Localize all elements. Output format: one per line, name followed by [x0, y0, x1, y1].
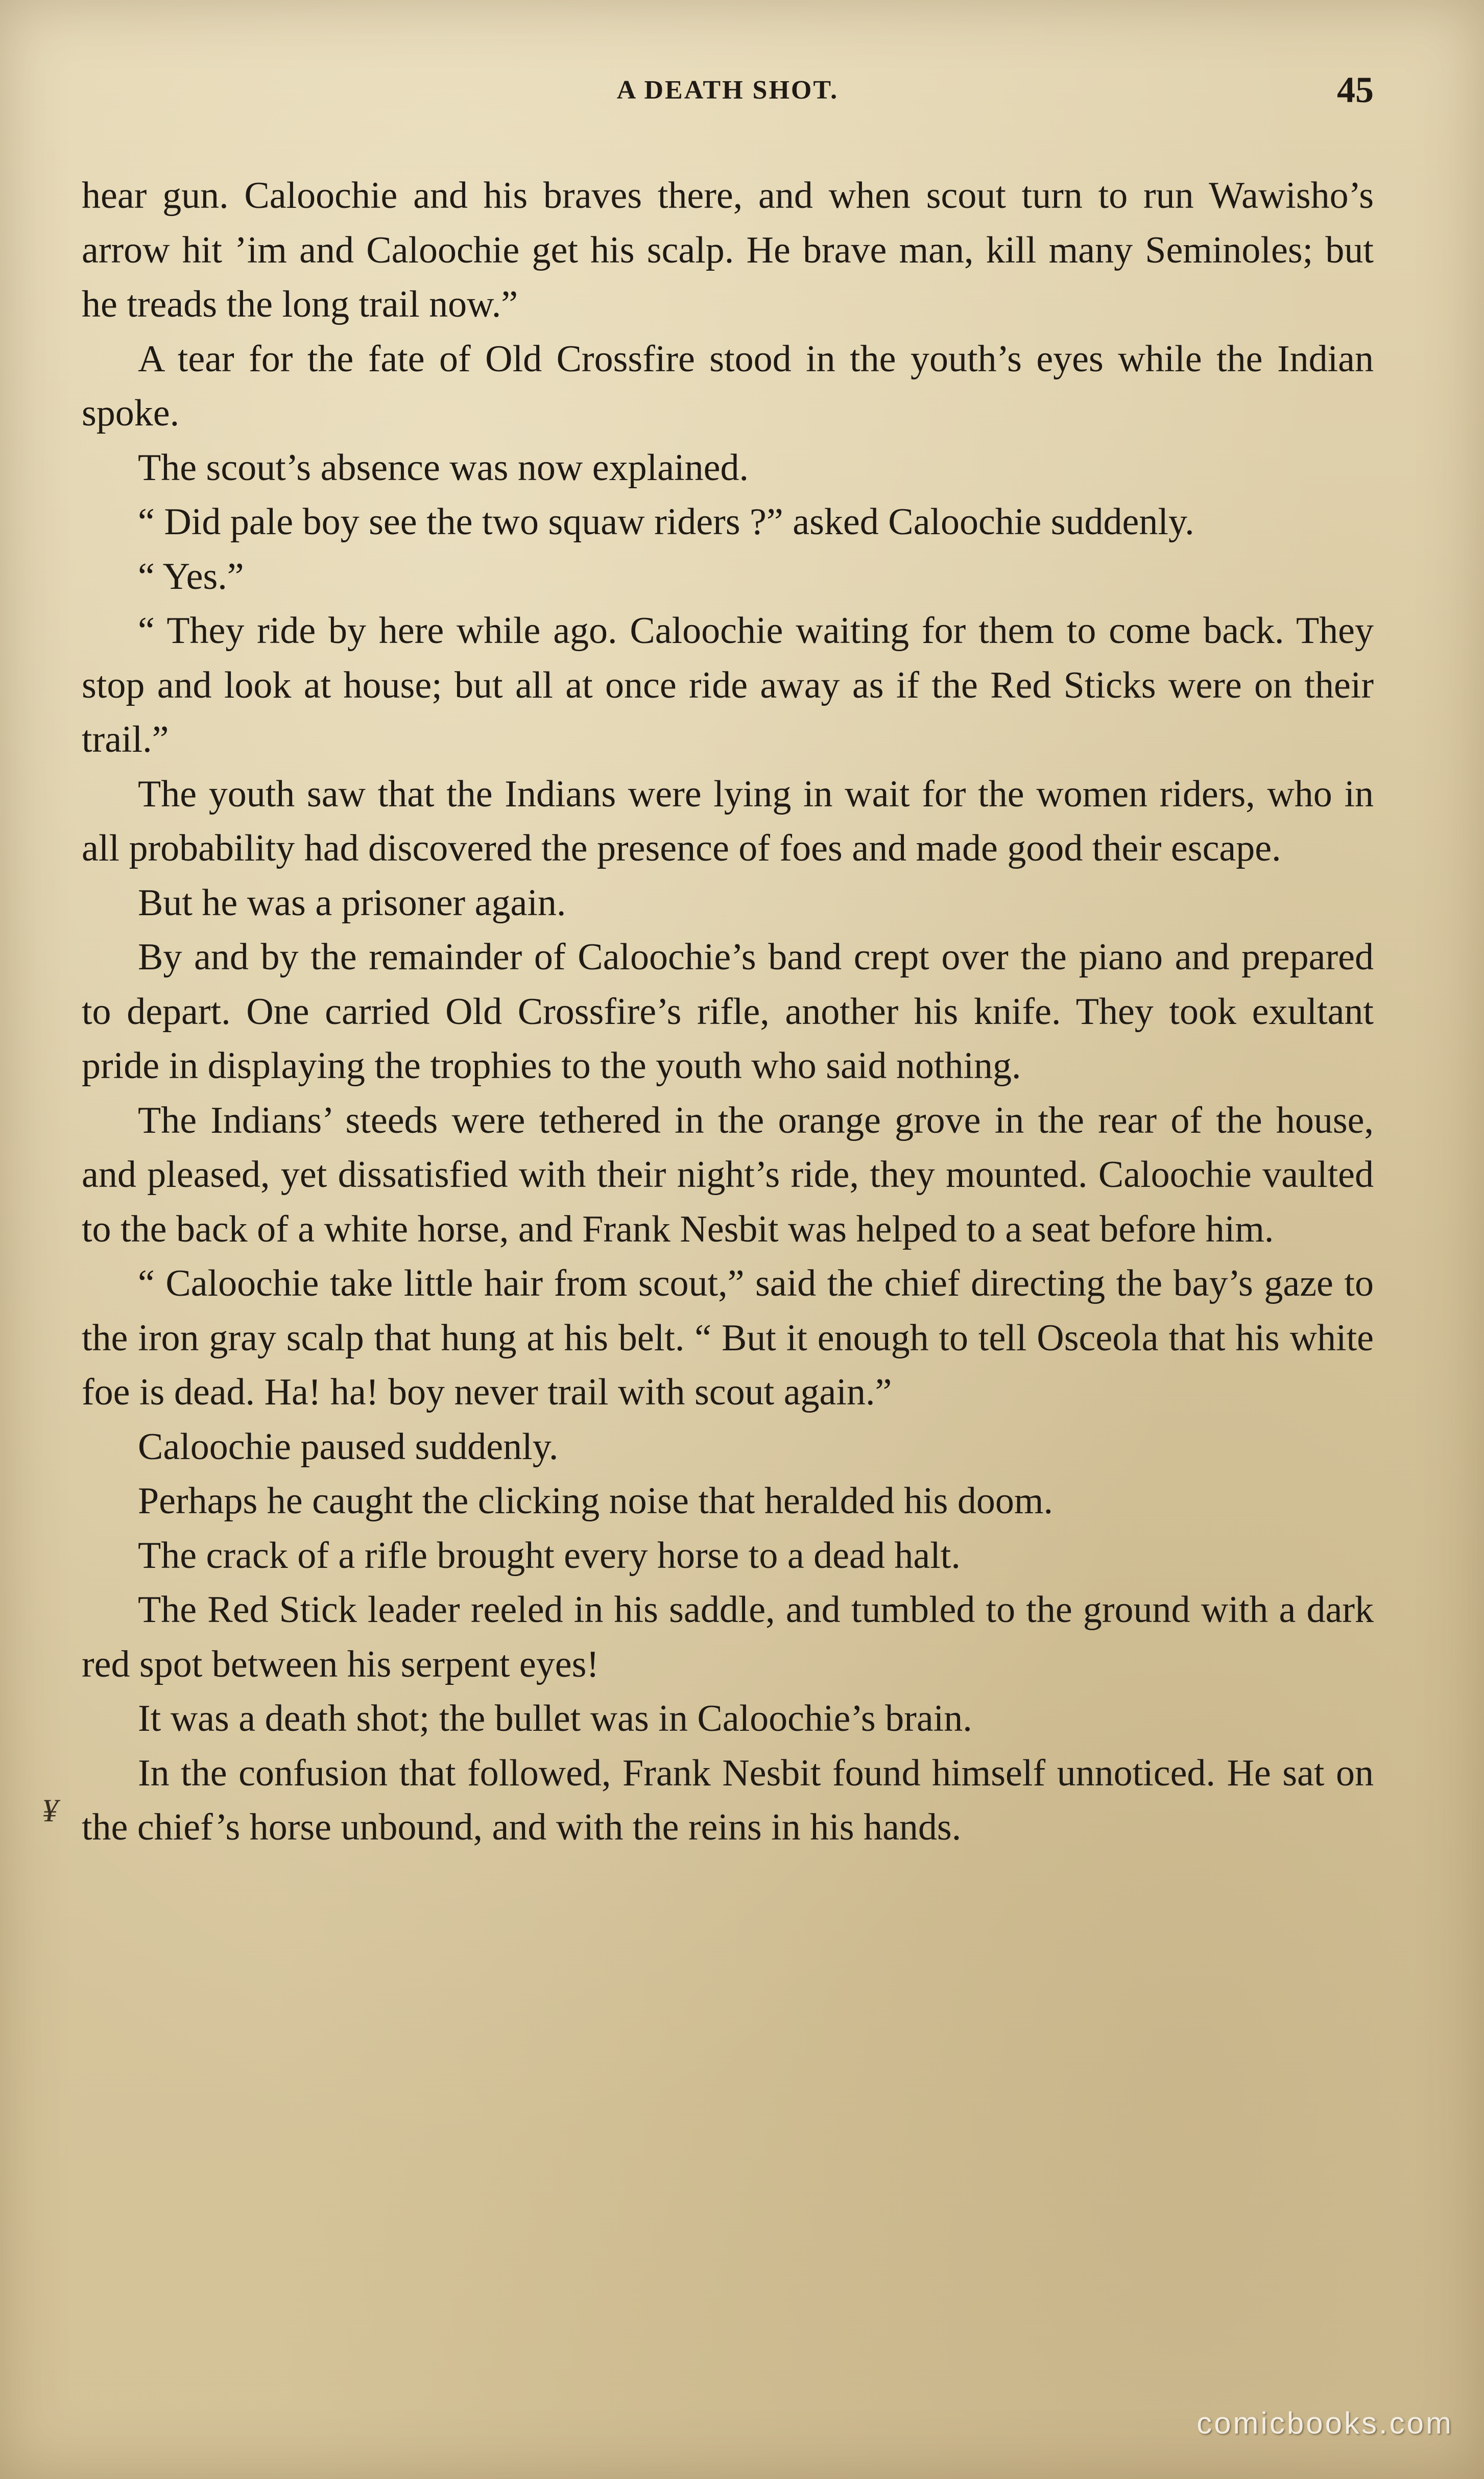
paragraph: “ Caloochie take little hair from scout,” said the chief directing the bay’s gaze to the iron gray scalp that hung at his belt. “ But it enough to tell Osceola that his white foe is dead. Ha! ha! boy never trail with scout again.”	[82, 1262, 1374, 1413]
paragraph: “ They ride by here while ago. Caloochie waiting for them to come back. They stop and look at house; but all at once ride away as if the Red Sticks were on their trail.”	[82, 610, 1374, 760]
paragraph: The crack of a rifle brought every horse to a dead halt.	[138, 1534, 961, 1577]
margin-mark: ¥	[42, 1792, 58, 1828]
running-title: A DEATH SHOT.	[616, 76, 839, 105]
body-text	[82, 169, 1374, 1855]
paragraph: A tear for the fate of Old Crossfire stood in the youth’s eyes while the Indian spoke.	[82, 338, 1374, 434]
paragraph: The Indians’ steeds were tethered in the orange grove in the rear of the house, and pleased, yet dissatisfied with their night’s ride, they mounted. Caloochie vaulted to the back of a white horse, and Frank Nesbit was helped to a seat before him.	[82, 1099, 1374, 1250]
paragraph: By and by the remainder of Caloochie’s band crept over the piano and prepared to depart. One carried Old Crossfire’s rifle, another his knife. They took exultant pride in displaying the trophies to the youth who said nothing.	[82, 936, 1374, 1087]
watermark: comicbooks.com	[1196, 2406, 1453, 2440]
paragraph: The youth saw that the Indians were lying in wait for the women riders, who in all probability had discovered the presence of foes and made good their escape.	[82, 773, 1374, 869]
paragraph: The scout’s absence was now explained.	[138, 446, 749, 489]
paragraph: The Red Stick leader reeled in his saddle, and tumbled to the ground with a dark red spot between his serpent eyes!	[82, 1589, 1374, 1685]
paragraph: hear gun. Caloochie and his braves there, and when scout turn to run Wawisho’s arrow hit ’im and Caloochie get his scalp. He brave man, kill many Seminoles; but he treads the long trail now.”	[82, 175, 1374, 325]
paragraph: In the confusion that followed, Frank Nesbit found himself unnoticed. He sat on the chief’s horse unbound, and with the reins in his hands.	[82, 1752, 1374, 1848]
running-head	[82, 69, 1374, 115]
paragraph: Perhaps he caught the clicking noise that heralded his doom.	[138, 1480, 1053, 1522]
paragraph: Caloochie paused suddenly.	[138, 1425, 559, 1468]
paragraph: “ Yes.”	[138, 555, 244, 598]
paragraph: “ Did pale boy see the two squaw riders ?” asked Caloochie suddenly.	[138, 501, 1194, 543]
page-number: 45	[1337, 69, 1374, 110]
paragraph: But he was a prisoner again.	[138, 881, 566, 924]
paragraph: It was a death shot; the bullet was in Caloochie’s brain.	[138, 1698, 972, 1739]
